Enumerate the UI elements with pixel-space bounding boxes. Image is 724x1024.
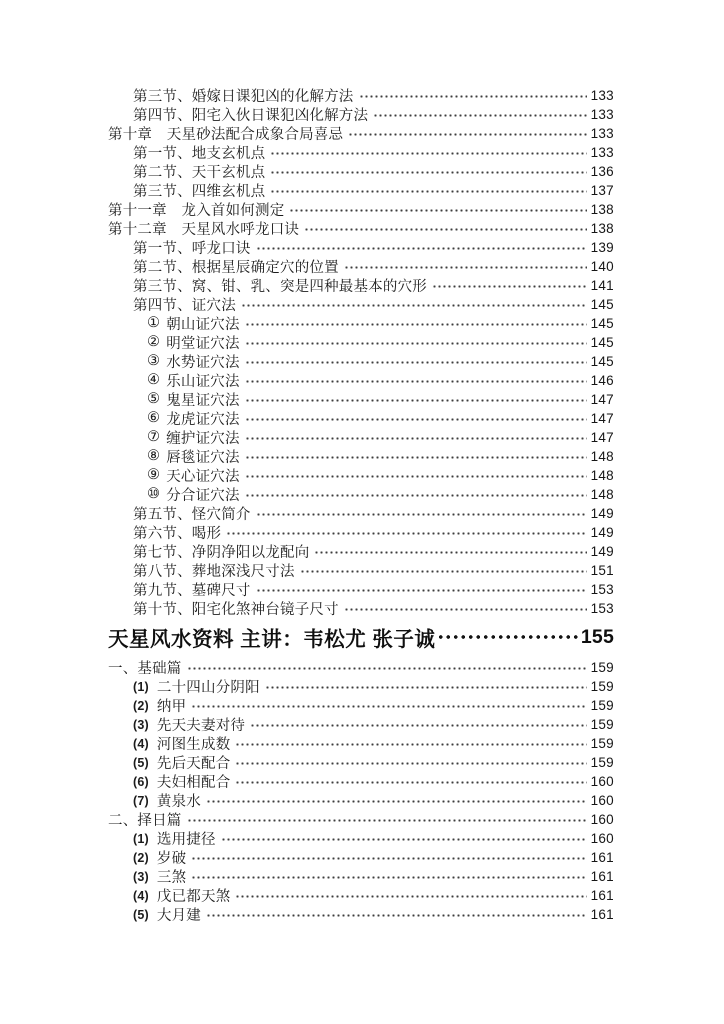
toc-entry-label: 二、择日篇 [108, 813, 182, 829]
dot-leader [245, 428, 587, 447]
toc-entry-number: ② [147, 334, 161, 350]
toc-entry-label: 明堂证穴法 [166, 336, 240, 352]
toc-entry-circle [108, 409, 614, 428]
toc-entry-page: 161 [590, 850, 614, 865]
dot-leader [270, 143, 586, 162]
toc-entry-paren [108, 734, 614, 753]
toc-entry-number: (2) [133, 850, 149, 865]
toc-entry-circle [108, 428, 614, 447]
toc-entry-paren [108, 829, 614, 848]
toc-entry-section [108, 295, 614, 314]
toc-entry-section [108, 238, 614, 257]
toc-entry-page: 151 [590, 563, 614, 578]
toc-entry-page: 161 [590, 907, 614, 922]
toc-entry-section [108, 143, 614, 162]
dot-leader [432, 276, 587, 295]
toc-entry-number: (6) [133, 774, 149, 789]
toc-entry-page: 149 [590, 525, 614, 540]
toc-entry-page: 160 [590, 793, 614, 808]
toc-entry-circle [108, 333, 614, 352]
toc-entry-paren [108, 753, 614, 772]
toc-entry-page: 153 [590, 601, 614, 616]
toc-entry-chapter [108, 658, 614, 677]
toc-entry-section [108, 86, 614, 105]
toc-entry-number: ⑥ [147, 410, 161, 426]
table-of-contents [108, 86, 614, 924]
dot-leader [245, 314, 587, 333]
dot-leader [191, 696, 586, 715]
toc-entry-label: 第四节、证穴法 [133, 298, 236, 314]
dot-leader [235, 886, 586, 905]
toc-entry-section [108, 504, 614, 523]
toc-entry-page: 145 [590, 316, 614, 331]
toc-entry-page: 140 [590, 259, 614, 274]
toc-entry-label: 戊已都天煞 [156, 889, 231, 905]
dot-leader [289, 200, 586, 219]
toc-entry-section [108, 257, 614, 276]
dot-leader [245, 409, 587, 428]
toc-entry-number: ⑤ [147, 391, 161, 407]
toc-entry-paren [108, 791, 614, 810]
toc-entry-label: 第四节、阳宅入伙日课犯凶化解方法 [133, 108, 369, 124]
toc-entry-label: 先后天配合 [156, 756, 231, 772]
toc-entry-label: 缠护证穴法 [166, 431, 240, 447]
toc-entry-paren [108, 696, 614, 715]
toc-entry-number: ⑦ [147, 429, 161, 445]
toc-entry-number: (2) [133, 698, 149, 713]
toc-entry-page: 159 [590, 660, 614, 675]
dot-leader [226, 523, 586, 542]
toc-entry-section [108, 580, 614, 599]
dot-leader [314, 542, 586, 561]
toc-entry-page: 159 [590, 755, 614, 770]
toc-entry-label: 龙虎证穴法 [166, 412, 240, 428]
toc-entry-circle [108, 466, 614, 485]
toc-entry-page: 160 [590, 774, 614, 789]
toc-entry-label: 第八节、葬地深浅尺寸法 [133, 564, 295, 580]
dot-leader [187, 658, 587, 677]
dot-leader [241, 295, 587, 314]
toc-entry-circle [108, 352, 614, 371]
toc-entry-number: (1) [133, 831, 149, 846]
toc-entry-heading [108, 622, 614, 652]
toc-entry-paren [108, 867, 614, 886]
dot-leader [245, 333, 587, 352]
dot-leader [221, 829, 587, 848]
toc-entry-page: 161 [590, 888, 614, 903]
toc-entry-page: 136 [590, 164, 614, 179]
toc-entry-page: 149 [590, 544, 614, 559]
toc-entry-label: 乐山证穴法 [166, 374, 240, 390]
dot-leader [250, 715, 586, 734]
toc-entry-page: 155 [580, 625, 614, 648]
toc-entry-label: 第六节、喝形 [133, 526, 222, 542]
toc-entry-page: 159 [590, 679, 614, 694]
toc-entry-number: (5) [133, 755, 149, 770]
toc-entry-label: 第三节、婚嫁日课犯凶的化解方法 [133, 89, 354, 105]
toc-entry-page: 133 [590, 145, 614, 160]
toc-entry-page: 159 [590, 717, 614, 732]
toc-entry-label: 第一节、地支玄机点 [133, 146, 266, 162]
dot-leader [245, 390, 587, 409]
dot-leader [265, 677, 587, 696]
toc-entry-number: ⑧ [147, 448, 161, 464]
dot-leader [270, 181, 586, 200]
toc-entry-circle [108, 390, 614, 409]
toc-entry-number: ① [147, 315, 161, 331]
toc-entry-label: 一、基础篇 [108, 661, 182, 677]
toc-entry-chapter [108, 124, 614, 143]
toc-entry-page: 145 [590, 297, 614, 312]
toc-entry-label: 三煞 [156, 870, 187, 886]
dot-leader [304, 219, 586, 238]
toc-entry-number: (3) [133, 869, 149, 884]
toc-entry-number: (7) [133, 793, 149, 808]
toc-entry-label: 黄泉水 [156, 794, 201, 810]
dot-leader [300, 561, 587, 580]
toc-entry-page: 138 [590, 202, 614, 217]
toc-entry-page: 145 [590, 335, 614, 350]
toc-entry-page: 139 [590, 240, 614, 255]
toc-entry-section [108, 599, 614, 618]
toc-entry-section [108, 276, 614, 295]
toc-entry-label: 第一节、呼龙口诀 [133, 241, 251, 257]
toc-entry-page: 133 [590, 107, 614, 122]
dot-leader [206, 905, 587, 924]
toc-entry-page: 159 [590, 698, 614, 713]
toc-entry-page: 147 [590, 411, 614, 426]
toc-entry-page: 146 [590, 373, 614, 388]
toc-entry-page: 160 [590, 812, 614, 827]
toc-entry-paren [108, 905, 614, 924]
toc-entry-chapter [108, 200, 614, 219]
toc-entry-circle [108, 485, 614, 504]
dot-leader [206, 791, 587, 810]
toc-entry-label: 岁破 [156, 851, 187, 867]
toc-entry-label: 第七节、净阴净阳以龙配向 [133, 545, 310, 561]
toc-entry-label: 大月建 [156, 908, 201, 924]
toc-entry-section [108, 105, 614, 124]
dot-leader [245, 447, 587, 466]
dot-leader [344, 599, 587, 618]
dot-leader [256, 580, 587, 599]
dot-leader [359, 86, 587, 105]
toc-entry-number: (4) [133, 888, 149, 903]
toc-entry-page: 153 [590, 582, 614, 597]
toc-entry-label: 选用捷径 [156, 832, 216, 848]
toc-entry-label: 纳甲 [156, 699, 187, 715]
toc-entry-label: 河图生成数 [156, 737, 231, 753]
toc-entry-label: 第十二章 天星风水呼龙口诀 [108, 222, 300, 238]
toc-entry-page: 133 [590, 88, 614, 103]
toc-entry-label: 第九节、墓碑尺寸 [133, 583, 251, 599]
toc-entry-number: ③ [147, 353, 161, 369]
toc-entry-section [108, 181, 614, 200]
dot-leader [344, 257, 587, 276]
dot-leader [256, 238, 587, 257]
toc-entry-number: ④ [147, 372, 161, 388]
dot-leader [348, 124, 586, 143]
toc-entry-paren [108, 715, 614, 734]
toc-entry-number: (1) [133, 679, 149, 694]
toc-entry-page: 145 [590, 354, 614, 369]
toc-entry-label: 天星风水资料 主讲：韦松尤 张子诚 [108, 628, 436, 651]
toc-entry-page: 138 [590, 221, 614, 236]
toc-entry-label: 第三节、窝、钳、乳、突是四种最基本的穴形 [133, 279, 427, 295]
toc-entry-label: 第十节、阳宅化煞神台镜子尺寸 [133, 602, 339, 618]
toc-entry-page: 137 [590, 183, 614, 198]
dot-leader [235, 753, 586, 772]
dot-leader [235, 734, 586, 753]
toc-entry-section [108, 561, 614, 580]
toc-entry-label: 第二节、天干玄机点 [133, 165, 266, 181]
toc-entry-page: 148 [590, 487, 614, 502]
dot-leader [256, 504, 587, 523]
dot-leader [245, 352, 587, 371]
toc-entry-chapter [108, 219, 614, 238]
toc-entry-circle [108, 447, 614, 466]
toc-entry-paren [108, 886, 614, 905]
toc-entry-circle [108, 314, 614, 333]
dot-leader [187, 810, 587, 829]
toc-entry-label: 鬼星证穴法 [166, 393, 240, 409]
dot-leader [270, 162, 586, 181]
toc-entry-number: (4) [133, 736, 149, 751]
dot-leader [191, 867, 586, 886]
toc-entry-label: 先天夫妻对待 [156, 718, 246, 734]
toc-entry-page: 148 [590, 449, 614, 464]
toc-entry-label: 二十四山分阴阳 [156, 680, 260, 696]
toc-entry-label: 第三节、四维玄机点 [133, 184, 266, 200]
toc-entry-label: 第十一章 龙入首如何测定 [108, 203, 285, 219]
toc-entry-label: 唇毯证穴法 [166, 450, 240, 466]
toc-entry-label: 分合证穴法 [166, 488, 240, 504]
toc-entry-page: 149 [590, 506, 614, 521]
dot-leader [245, 485, 587, 504]
toc-entry-label: 水势证穴法 [166, 355, 240, 371]
toc-entry-number: ⑩ [147, 486, 161, 502]
toc-entry-number: ⑨ [147, 467, 161, 483]
toc-entry-label: 第五节、怪穴简介 [133, 507, 251, 523]
toc-entry-circle [108, 371, 614, 390]
dot-leader [245, 466, 587, 485]
toc-entry-label: 第二节、根据星辰确定穴的位置 [133, 260, 339, 276]
dot-leader [245, 371, 587, 390]
toc-entry-paren [108, 848, 614, 867]
toc-entry-chapter [108, 810, 614, 829]
toc-entry-label: 朝山证穴法 [166, 317, 240, 333]
toc-entry-page: 147 [590, 392, 614, 407]
toc-entry-paren [108, 677, 614, 696]
dot-leader [235, 772, 586, 791]
toc-entry-page: 147 [590, 430, 614, 445]
dot-leader [191, 848, 586, 867]
toc-entry-page: 159 [590, 736, 614, 751]
toc-entry-page: 141 [590, 278, 614, 293]
toc-entry-number: (3) [133, 717, 149, 732]
toc-entry-page: 148 [590, 468, 614, 483]
toc-entry-section [108, 542, 614, 561]
dot-leader [373, 105, 586, 124]
toc-entry-paren [108, 772, 614, 791]
toc-entry-label: 天心证穴法 [166, 469, 240, 485]
toc-entry-label: 夫妇相配合 [156, 775, 231, 791]
toc-entry-page: 160 [590, 831, 614, 846]
toc-entry-label: 第十章 天星砂法配合成象合局喜忌 [108, 127, 344, 143]
toc-entry-section [108, 162, 614, 181]
toc-entry-page: 133 [590, 126, 614, 141]
toc-entry-section [108, 523, 614, 542]
dot-leader [437, 622, 580, 652]
toc-entry-page: 161 [590, 869, 614, 884]
toc-entry-number: (5) [133, 907, 149, 922]
